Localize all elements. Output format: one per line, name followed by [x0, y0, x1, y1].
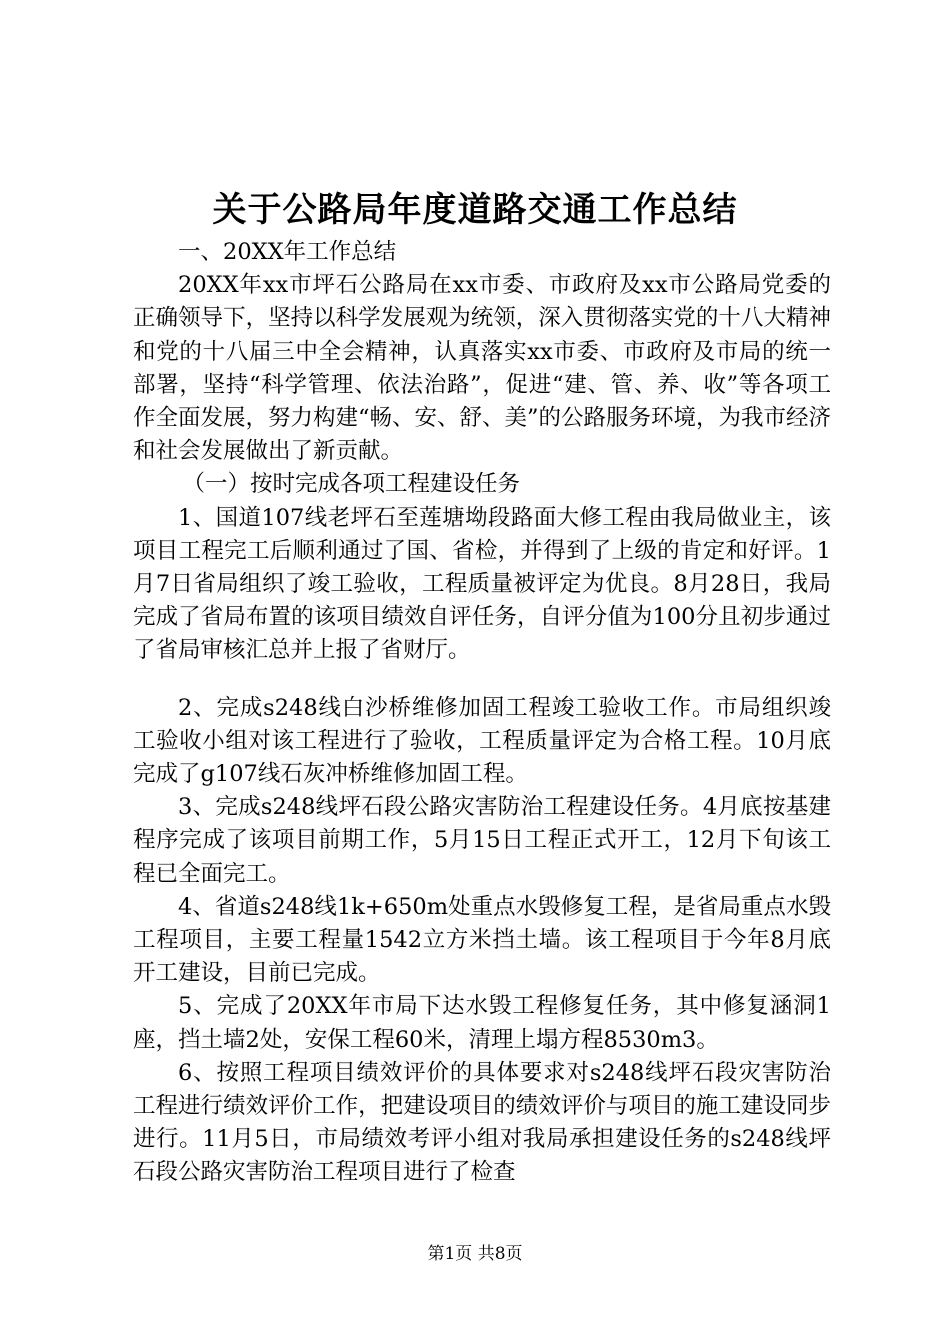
body-paragraph: 4、省道s248线1k+650m处重点水毁修复工程，是省局重点水毁工程项目，主要工程量1542立方米挡土墙。该工程项目于今年8月底开工建设，目前已完成。	[133, 893, 831, 987]
body-paragraph: 2、完成s248线白沙桥维修加固工程竣工验收工作。市局组织竣工验收小组对该工程进行了验收，工程质量评定为合格工程。10月底完成了g107线石灰冲桥维修加固工程。	[133, 694, 831, 788]
subsection-heading: （一）按时完成各项工程建设任务	[182, 471, 521, 498]
section-heading: 一、20XX年工作总结	[178, 239, 397, 265]
page-footer: 第1页 共8页	[427, 1244, 523, 1264]
body-paragraph: 20XX年xx市坪石公路局在xx市委、市政府及xx市公路局党委的正确领导下，坚持以科学发展观为统领，深入贯彻落实党的十八大精神和党的十八届三中全会精神，认真落实xx市委、市政府及市局的统一部署，坚持“科学管理、依法治路”，促进“建、管、养、收”等各项工作全面发展，努力构建“畅、安、舒、美”的公路服务环境，为我市经济和社会发展做出了新贡献。	[133, 272, 832, 465]
body-paragraph: 5、完成了20XX年市局下达水毁工程修复任务，其中修复涵洞1座，挡土墙2处，安保工程60米，清理上塌方程8530m3。	[133, 993, 831, 1053]
body-paragraph: 1、国道107线老坪石至莲塘坳段路面大修工程由我局做业主，该项目工程完工后顺利通过了国、省检，并得到了上级的肯定和好评。1月7日省局组织了竣工验收，工程质量被评定为优良。8月28日，我局完成了省局布置的该项目绩效自评任务，自评分值为100分且初步通过了省局审核汇总并上报了省财厅。	[133, 504, 831, 664]
document-title: 关于公路局年度道路交通工作总结	[212, 190, 738, 230]
body-paragraph: 3、完成s248线坪石段公路灾害防治工程建设任务。4月底按基建程序完成了该项目前期工作，5月15日工程正式开工，12月下旬该工程已全面完工。	[133, 794, 831, 887]
body-paragraph: 6、按照工程项目绩效评价的具体要求对s248线坪石段灾害防治工程进行绩效评价工作，把建设项目的绩效评价与项目的施工建设同步进行。11月5日，市局绩效考评小组对我局承担建设任务的s248线坪石段公路灾害防治工程项目进行了检查	[133, 1059, 831, 1186]
document-body	[133, 236, 831, 1190]
